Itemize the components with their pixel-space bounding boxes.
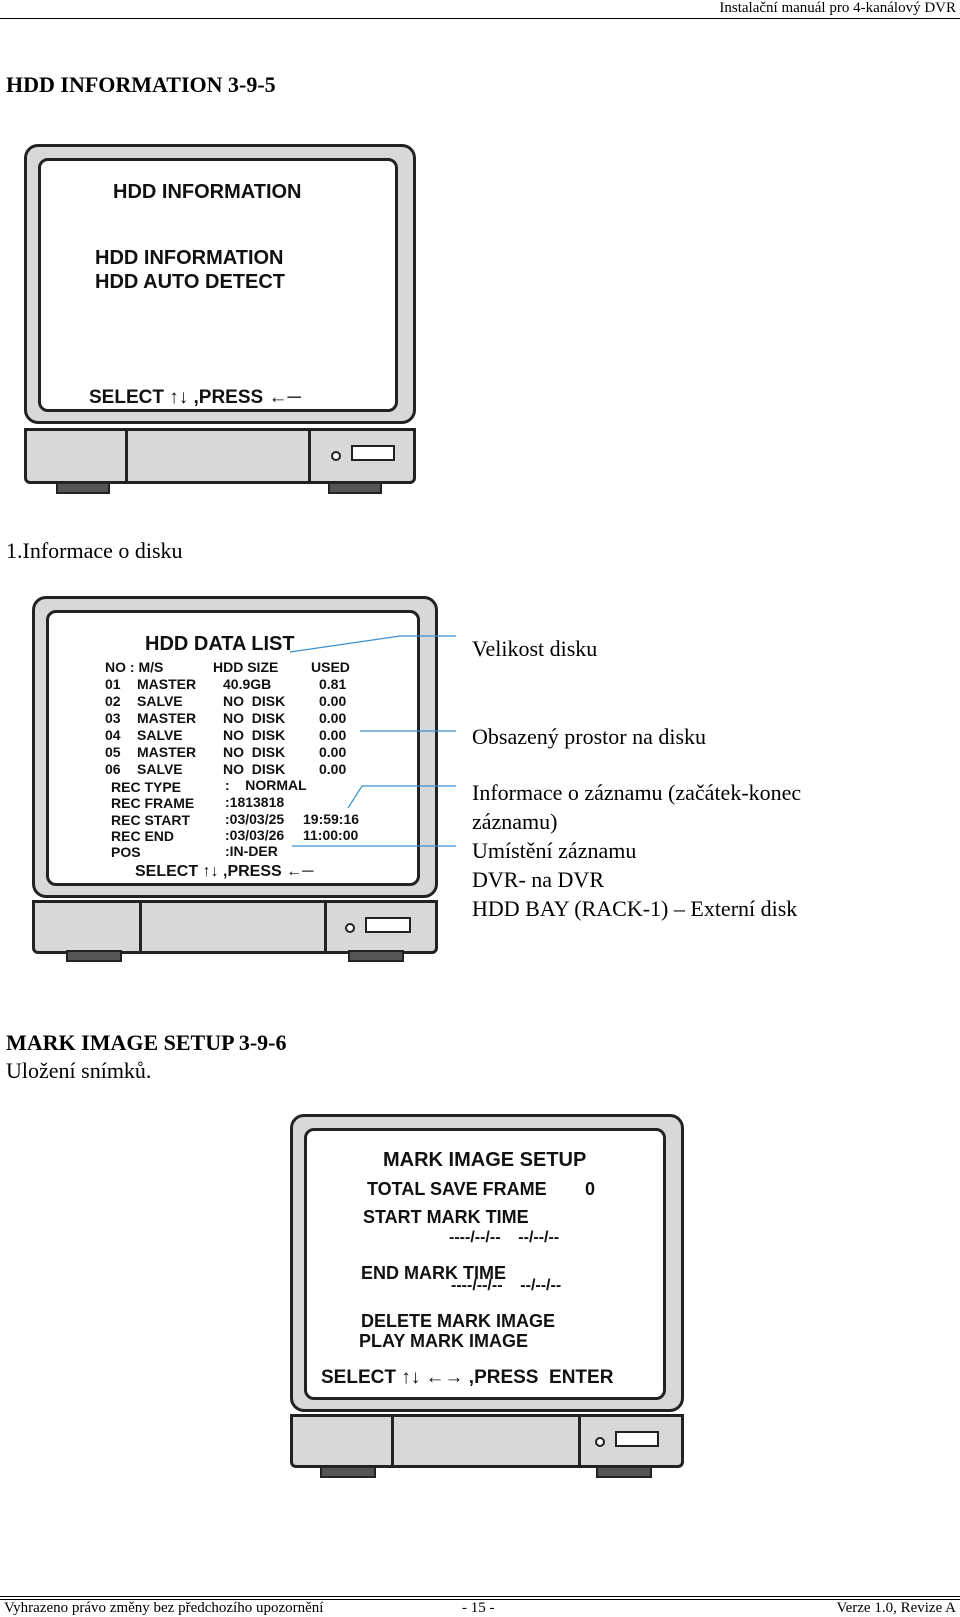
list-row-used: 0.81 [319, 676, 347, 692]
info-value-rec-frame: :1813818 [225, 794, 285, 810]
monitor-foot-right [348, 950, 404, 962]
info-value-rec-end-time: 11:00:00 [303, 827, 359, 843]
section-subtext: Uložení snímků. [6, 1058, 152, 1083]
list-row-size: NO DISK [223, 761, 286, 777]
label-record-info: Informace o záznamu (začátek-konec [472, 780, 802, 805]
section-heading-mark-image-setup: MARK IMAGE SETUP 3-9-6 [6, 1030, 287, 1055]
label-record-info-cont: záznamu) [472, 809, 558, 834]
info-label-rec-start: REC START [111, 812, 191, 828]
delete-mark-image-item: DELETE MARK IMAGE [361, 1311, 556, 1331]
header-rule [0, 18, 960, 19]
monitor-base [290, 1414, 684, 1468]
screen-title: HDD DATA LIST [145, 633, 295, 655]
monitor-base [32, 900, 438, 954]
list-row-type: SALVE [137, 727, 183, 743]
info-label-pos: POS [111, 844, 141, 860]
label-used-space: Obsazený prostor na disku [472, 724, 707, 749]
start-mark-time-value: ----/--/-- --/--/-- [449, 1229, 560, 1246]
info-value-rec-start-time: 19:59:16 [303, 811, 360, 827]
list-row-type: SALVE [137, 693, 183, 709]
monitor-base [24, 428, 416, 484]
monitor-foot-left [56, 482, 110, 494]
info-value-rec-start-date: :03/03/25 [225, 811, 285, 827]
list-row-size: NO DISK [223, 744, 286, 760]
list-header-size: HDD SIZE [213, 659, 279, 675]
running-head: Instalační manuál pro 4-kanálový DVR [719, 0, 956, 16]
list-row-no: 02 [105, 693, 121, 709]
screen-footer: SELECT ↑↓ ,PRESS ←─ [89, 387, 301, 408]
list-row-type: MASTER [137, 676, 197, 692]
list-row-no: 04 [105, 727, 121, 743]
list-row-used: 0.00 [319, 727, 347, 743]
list-row-used: 0.00 [319, 693, 347, 709]
label-dvr: DVR- na DVR [472, 867, 604, 892]
monitor-hdd-information [24, 144, 416, 496]
info-value-rec-type: : NORMAL [225, 777, 307, 793]
list-row-used: 0.00 [319, 761, 347, 777]
base-panel [391, 1417, 581, 1465]
screen-title: MARK IMAGE SETUP [383, 1149, 587, 1171]
power-led-icon [595, 1437, 605, 1447]
section-heading-hdd-information: HDD INFORMATION 3-9-5 [6, 72, 276, 97]
list-row-size: 40.9GB [223, 676, 272, 692]
list-row-no: 06 [105, 761, 121, 777]
info-label-rec-end: REC END [111, 828, 175, 844]
play-mark-image-item: PLAY MARK IMAGE [359, 1331, 529, 1351]
monitor-foot-left [320, 1466, 376, 1478]
list-header-used: USED [311, 659, 350, 675]
list-row-used: 0.00 [319, 744, 347, 760]
footer-rule [0, 1596, 960, 1597]
screen-footer: SELECT ↑↓ ←→ ,PRESS ENTER [321, 1367, 614, 1388]
end-mark-time-label: END MARK TIME [361, 1263, 506, 1283]
list-row-type: MASTER [137, 744, 197, 760]
info-label-rec-frame: REC FRAME [111, 795, 195, 811]
disc-slot [615, 1431, 659, 1447]
screen-title: HDD INFORMATION [113, 181, 302, 203]
screen-footer: SELECT ↑↓ ,PRESS ←─ [135, 863, 314, 880]
power-led-icon [331, 451, 341, 461]
monitor-foot-left [66, 950, 122, 962]
caption-disk-info: 1.Informace o disku [6, 538, 183, 563]
screen-item-hdd-auto-detect: HDD AUTO DETECT [95, 271, 285, 293]
monitor-mark-image-setup [290, 1114, 684, 1476]
list-row-type: SALVE [137, 761, 183, 777]
monitor-foot-right [328, 482, 382, 494]
disc-slot [365, 917, 411, 933]
list-row-type: MASTER [137, 710, 197, 726]
list-row-size: NO DISK [223, 727, 286, 743]
base-panel [125, 431, 311, 481]
info-value-rec-end-date: :03/03/26 [225, 827, 285, 843]
end-mark-time-value: ----/--/-- --/--/-- [451, 1277, 562, 1294]
list-row-used: 0.00 [319, 710, 347, 726]
power-led-icon [345, 923, 355, 933]
label-hdd-bay: HDD BAY (RACK-1) – Externí disk [472, 896, 798, 921]
footer-disclaimer: Vyhrazeno právo změny bez předchozího upozornění [4, 1600, 324, 1616]
list-row-no: 01 [105, 676, 121, 692]
base-panel [139, 903, 327, 951]
list-row-no: 03 [105, 710, 121, 726]
list-row-no: 05 [105, 744, 121, 760]
footer-page-number: - 15 - [462, 1600, 495, 1616]
monitor-screen [304, 1128, 666, 1400]
info-label-rec-type: REC TYPE [111, 779, 182, 795]
list-row-size: NO DISK [223, 693, 286, 709]
total-save-frame-value: 0 [585, 1179, 596, 1199]
monitor-foot-right [596, 1466, 652, 1478]
disc-slot [351, 445, 395, 461]
label-disk-size: Velikost disku [472, 636, 598, 661]
monitor-hdd-data-list [32, 596, 438, 960]
info-value-pos: :IN-DER [225, 843, 278, 859]
monitor-screen [46, 610, 420, 886]
label-record-position: Umístění záznamu [472, 838, 637, 863]
list-row-size: NO DISK [223, 710, 286, 726]
list-header-no: NO : M/S [105, 659, 164, 675]
screen-item-hdd-information: HDD INFORMATION [95, 247, 284, 269]
total-save-frame-label: TOTAL SAVE FRAME [367, 1179, 547, 1199]
start-mark-time-label: START MARK TIME [363, 1207, 529, 1227]
footer-version: Verze 1.0, Revize A [836, 1600, 956, 1616]
monitor-screen [38, 158, 398, 412]
